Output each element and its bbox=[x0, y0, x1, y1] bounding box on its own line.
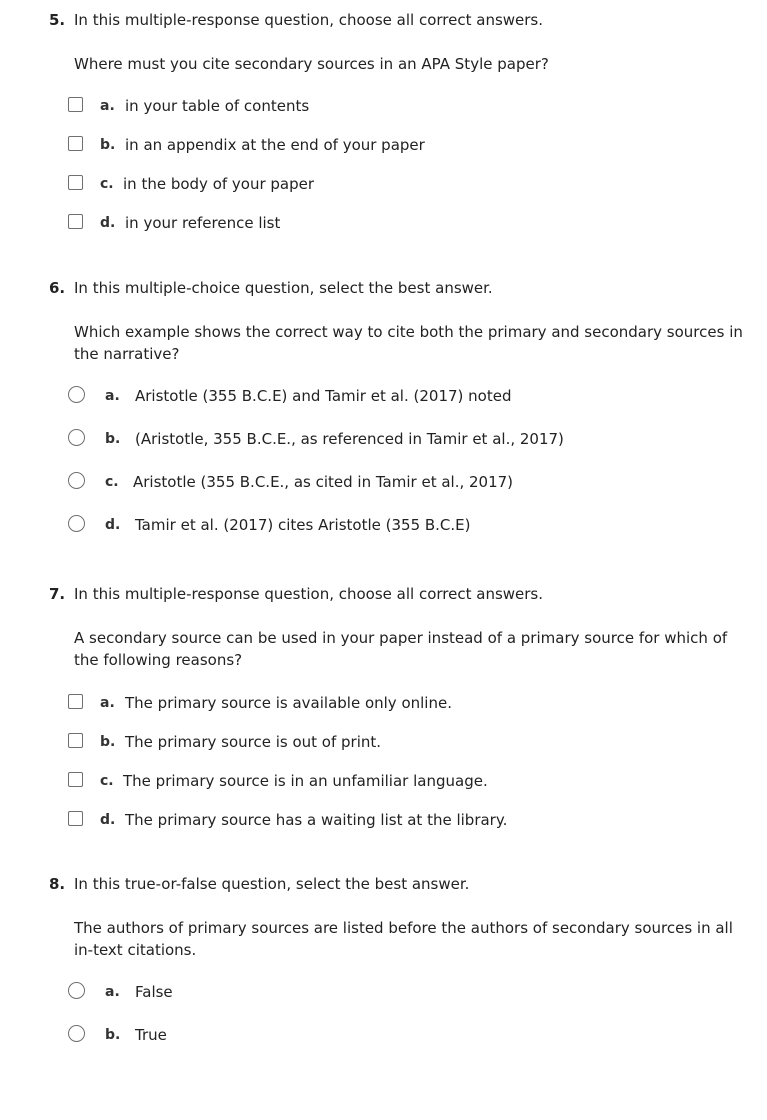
radio-button[interactable] bbox=[68, 386, 85, 403]
radio-button[interactable] bbox=[68, 982, 85, 999]
option-b[interactable] bbox=[0, 429, 700, 457]
question-number: 8. bbox=[49, 875, 66, 893]
question-number: 7. bbox=[49, 585, 66, 603]
question-instruction: In this multiple-choice question, select the best answer. bbox=[74, 279, 493, 297]
option-d[interactable] bbox=[0, 515, 700, 543]
option-letter: c. bbox=[105, 474, 119, 490]
radio-button[interactable] bbox=[68, 515, 85, 532]
option-letter: b. bbox=[105, 1027, 121, 1043]
option-text: in your table of contents bbox=[125, 97, 310, 115]
option-text: (Aristotle, 355 B.C.E., as referenced in Tamir et al., 2017) bbox=[135, 430, 564, 448]
radio-button[interactable] bbox=[68, 472, 85, 489]
option-text: in the body of your paper bbox=[123, 175, 315, 193]
radio-button[interactable] bbox=[68, 429, 85, 446]
option-letter: a. bbox=[105, 984, 120, 1000]
checkbox[interactable] bbox=[68, 97, 83, 112]
option-a[interactable] bbox=[0, 96, 700, 124]
question-header bbox=[49, 10, 543, 30]
question-stem: Where must you cite secondary sources in an APA Style paper? bbox=[74, 55, 549, 73]
radio-button[interactable] bbox=[68, 1025, 85, 1042]
option-c[interactable] bbox=[0, 174, 700, 202]
option-text: in your reference list bbox=[125, 214, 281, 232]
option-text: The primary source is available only online. bbox=[125, 694, 452, 712]
question-instruction: In this multiple-response question, choose all correct answers. bbox=[74, 585, 544, 603]
question-number: 5. bbox=[49, 11, 66, 29]
option-letter: a. bbox=[100, 98, 115, 114]
option-c[interactable] bbox=[0, 771, 700, 799]
question-header bbox=[49, 874, 469, 894]
option-text: The primary source is out of print. bbox=[125, 733, 382, 751]
checkbox[interactable] bbox=[68, 136, 83, 151]
question-stem: A secondary source can be used in your paper instead of a primary source for which of the following reasons? bbox=[74, 629, 728, 669]
option-text: The primary source has a waiting list at the library. bbox=[125, 811, 508, 829]
option-letter: d. bbox=[100, 215, 116, 231]
question-number: 6. bbox=[49, 279, 66, 297]
option-a[interactable] bbox=[0, 982, 700, 1010]
question-instruction: In this multiple-response question, choose all correct answers. bbox=[74, 11, 544, 29]
option-d[interactable] bbox=[0, 810, 700, 838]
option-letter: d. bbox=[105, 517, 121, 533]
question-header bbox=[49, 278, 493, 298]
option-c[interactable] bbox=[0, 472, 700, 500]
option-b[interactable] bbox=[0, 135, 700, 163]
option-letter: c. bbox=[100, 176, 114, 192]
option-a[interactable] bbox=[0, 693, 700, 721]
checkbox[interactable] bbox=[68, 811, 83, 826]
option-letter: b. bbox=[100, 734, 116, 750]
option-text: True bbox=[135, 1026, 167, 1044]
checkbox[interactable] bbox=[68, 175, 83, 190]
option-letter: b. bbox=[100, 137, 116, 153]
checkbox[interactable] bbox=[68, 214, 83, 229]
question-header bbox=[49, 584, 543, 604]
checkbox[interactable] bbox=[68, 694, 83, 709]
checkbox[interactable] bbox=[68, 772, 83, 787]
option-b[interactable] bbox=[0, 732, 700, 760]
checkbox[interactable] bbox=[68, 733, 83, 748]
option-letter: c. bbox=[100, 773, 114, 789]
option-text: Aristotle (355 B.C.E., as cited in Tamir et al., 2017) bbox=[133, 473, 514, 491]
option-letter: a. bbox=[105, 388, 120, 404]
question-stem: Which example shows the correct way to cite both the primary and secondary sources in the narrative? bbox=[74, 323, 743, 363]
question-stem: The authors of primary sources are listed before the authors of secondary sources in all in-text citations. bbox=[74, 919, 733, 959]
option-text: Tamir et al. (2017) cites Aristotle (355 B.C.E) bbox=[135, 516, 471, 534]
option-letter: b. bbox=[105, 431, 121, 447]
question-instruction: In this true-or-false question, select the best answer. bbox=[74, 875, 470, 893]
option-b[interactable] bbox=[0, 1025, 700, 1053]
option-text: The primary source is in an unfamiliar language. bbox=[123, 772, 488, 790]
option-text: in an appendix at the end of your paper bbox=[125, 136, 425, 154]
option-a[interactable] bbox=[0, 386, 700, 414]
option-letter: d. bbox=[100, 812, 116, 828]
option-text: False bbox=[135, 983, 173, 1001]
option-text: Aristotle (355 B.C.E) and Tamir et al. (2017) noted bbox=[135, 387, 512, 405]
option-d[interactable] bbox=[0, 213, 700, 241]
option-letter: a. bbox=[100, 695, 115, 711]
